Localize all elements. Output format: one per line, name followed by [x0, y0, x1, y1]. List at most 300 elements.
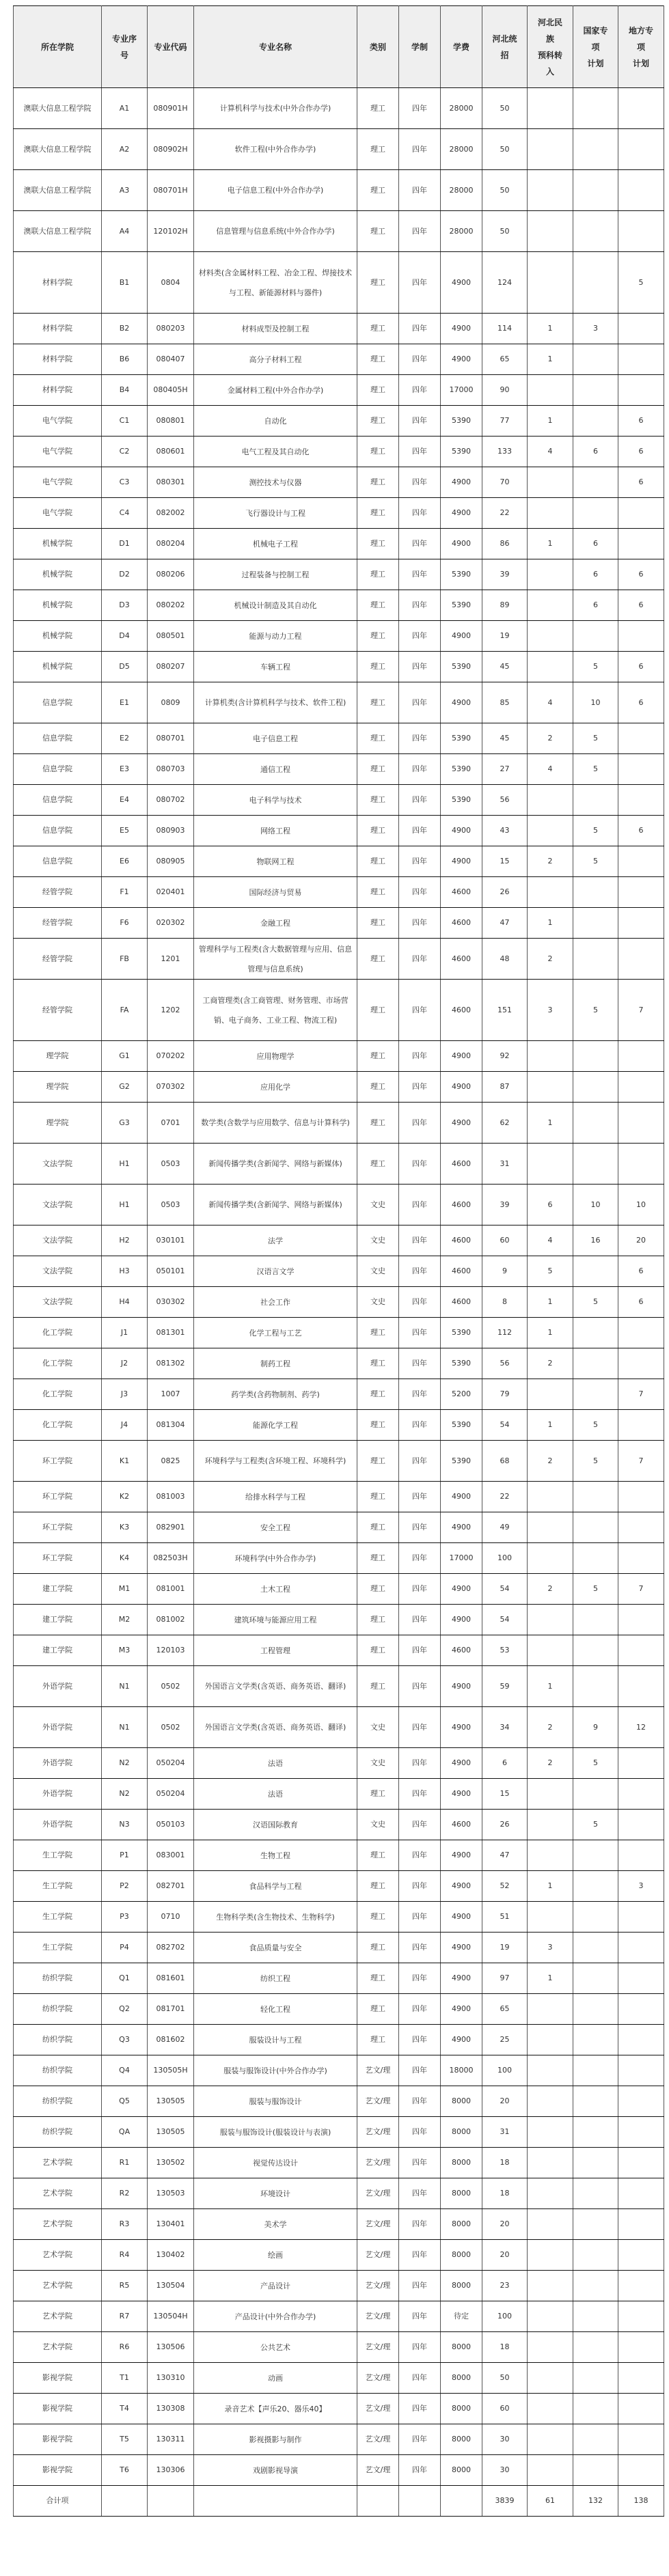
cell-hebei: 31: [482, 2117, 528, 2148]
total-cell-code: [148, 2486, 194, 2517]
cell-code: 130504: [148, 2271, 194, 2301]
cell-local: [618, 1963, 664, 1994]
cell-local: 6: [618, 816, 664, 846]
cell-national: 5: [573, 980, 618, 1041]
table-row: [14, 1072, 664, 1103]
cell-hebei: 45: [482, 723, 528, 754]
cell-minority: [528, 375, 573, 406]
cell-code: 080902H: [148, 129, 194, 170]
cell-local: [618, 170, 664, 211]
cell-hebei: 100: [482, 1543, 528, 1574]
cell-duration: 四年: [399, 529, 441, 559]
cell-national: [573, 785, 618, 816]
cell-category: 文史: [357, 1256, 399, 1287]
cell-college: 澳联大信息工程学院: [14, 170, 102, 211]
cell-national: 5: [573, 652, 618, 682]
cell-minority: [528, 1902, 573, 1933]
header-col-fee: [441, 6, 482, 88]
cell-fee: 5390: [441, 406, 482, 437]
cell-duration: 四年: [399, 1840, 441, 1871]
cell-local: [618, 846, 664, 877]
cell-minority: [528, 2025, 573, 2055]
cell-college: 文法学院: [14, 1287, 102, 1318]
header-label-line: 类别: [369, 42, 386, 52]
cell-national: [573, 2424, 618, 2455]
cell-minority: 2: [528, 1707, 573, 1748]
cell-duration: 四年: [399, 1441, 441, 1482]
total-cell-fee: [441, 2486, 482, 2517]
cell-name: 自动化: [194, 406, 357, 437]
cell-duration: 四年: [399, 2148, 441, 2178]
cell-seq: H3: [102, 1256, 148, 1287]
cell-national: [573, 1103, 618, 1144]
cell-code: 130502: [148, 2148, 194, 2178]
cell-name: 视觉传达设计: [194, 2148, 357, 2178]
cell-code: 083001: [148, 1840, 194, 1871]
cell-hebei: 39: [482, 559, 528, 590]
cell-duration: 四年: [399, 2271, 441, 2301]
cell-code: 081602: [148, 2025, 194, 2055]
cell-local: [618, 88, 664, 129]
table-row: [14, 1041, 664, 1072]
cell-hebei: 133: [482, 437, 528, 467]
cell-local: 5: [618, 252, 664, 314]
cell-college: 环工学院: [14, 1482, 102, 1512]
cell-category: 理工: [357, 1994, 399, 2025]
cell-seq: QA: [102, 2117, 148, 2148]
cell-hebei: 54: [482, 1410, 528, 1441]
cell-fee: 4900: [441, 1072, 482, 1103]
cell-minority: 2: [528, 723, 573, 754]
cell-category: 理工: [357, 1144, 399, 1185]
cell-seq: P2: [102, 1871, 148, 1902]
cell-fee: 5390: [441, 723, 482, 754]
cell-category: 理工: [357, 590, 399, 621]
cell-hebei: 54: [482, 1605, 528, 1635]
cell-seq: N2: [102, 1748, 148, 1779]
cell-hebei: 19: [482, 621, 528, 652]
cell-college: 化工学院: [14, 1348, 102, 1379]
cell-minority: [528, 467, 573, 498]
table-row: [14, 980, 664, 1041]
cell-code: 082002: [148, 498, 194, 529]
cell-minority: [528, 1144, 573, 1185]
cell-national: [573, 1994, 618, 2025]
cell-code: 130402: [148, 2240, 194, 2271]
cell-seq: F1: [102, 877, 148, 908]
cell-hebei: 62: [482, 1103, 528, 1144]
cell-duration: 四年: [399, 2332, 441, 2363]
cell-fee: 5390: [441, 785, 482, 816]
cell-minority: 2: [528, 1348, 573, 1379]
cell-code: 080405H: [148, 375, 194, 406]
cell-seq: B4: [102, 375, 148, 406]
cell-local: 7: [618, 980, 664, 1041]
cell-code: 080204: [148, 529, 194, 559]
cell-fee: 4600: [441, 939, 482, 980]
cell-hebei: 85: [482, 682, 528, 723]
table-row: [14, 2424, 664, 2455]
cell-minority: [528, 2455, 573, 2486]
cell-seq: Q2: [102, 1994, 148, 2025]
cell-name: 动画: [194, 2363, 357, 2394]
cell-duration: 四年: [399, 1103, 441, 1144]
cell-seq: D3: [102, 590, 148, 621]
cell-national: 5: [573, 723, 618, 754]
cell-national: [573, 2394, 618, 2424]
cell-college: 影视学院: [14, 2363, 102, 2394]
cell-local: [618, 1072, 664, 1103]
cell-fee: 5390: [441, 437, 482, 467]
cell-category: 理工: [357, 1963, 399, 1994]
cell-fee: 5390: [441, 1410, 482, 1441]
cell-seq: E1: [102, 682, 148, 723]
cell-minority: [528, 2424, 573, 2455]
cell-name: 应用物理学: [194, 1041, 357, 1072]
cell-hebei: 124: [482, 252, 528, 314]
cell-category: 理工: [357, 252, 399, 314]
cell-category: 艺文/理: [357, 2055, 399, 2086]
cell-category: 理工: [357, 1543, 399, 1574]
cell-local: [618, 2394, 664, 2424]
cell-local: [618, 2209, 664, 2240]
cell-name: 新闻传播学类(含新闻学、网络与新媒体): [194, 1144, 357, 1185]
cell-college: 澳联大信息工程学院: [14, 129, 102, 170]
cell-college: 信息学院: [14, 785, 102, 816]
cell-duration: 四年: [399, 908, 441, 939]
cell-national: 3: [573, 314, 618, 344]
cell-hebei: 18: [482, 2332, 528, 2363]
cell-seq: C4: [102, 498, 148, 529]
cell-hebei: 50: [482, 211, 528, 252]
table-row: [14, 1256, 664, 1287]
cell-seq: M3: [102, 1635, 148, 1666]
cell-local: 6: [618, 1256, 664, 1287]
cell-fee: 4900: [441, 682, 482, 723]
cell-code: 050101: [148, 1256, 194, 1287]
cell-duration: 四年: [399, 437, 441, 467]
cell-code: 120102H: [148, 211, 194, 252]
cell-minority: 2: [528, 1574, 573, 1605]
header-col-category: [357, 6, 399, 88]
cell-national: [573, 2363, 618, 2394]
cell-fee: 28000: [441, 129, 482, 170]
cell-category: 理工: [357, 170, 399, 211]
cell-category: 理工: [357, 621, 399, 652]
cell-fee: 4900: [441, 1994, 482, 2025]
cell-name: 车辆工程: [194, 652, 357, 682]
cell-college: 信息学院: [14, 682, 102, 723]
total-cell-name: [194, 2486, 357, 2517]
cell-national: [573, 406, 618, 437]
cell-minority: [528, 877, 573, 908]
cell-duration: 四年: [399, 170, 441, 211]
table-row: [14, 1779, 664, 1810]
cell-seq: K3: [102, 1512, 148, 1543]
cell-code: 080203: [148, 314, 194, 344]
cell-category: 理工: [357, 1410, 399, 1441]
cell-minority: [528, 1779, 573, 1810]
cell-minority: [528, 816, 573, 846]
cell-national: [573, 1635, 618, 1666]
cell-national: [573, 621, 618, 652]
cell-name: 服装与服饰设计: [194, 2086, 357, 2117]
cell-fee: 4900: [441, 1902, 482, 1933]
cell-fee: 4900: [441, 529, 482, 559]
cell-category: 理工: [357, 1482, 399, 1512]
cell-duration: 四年: [399, 682, 441, 723]
cell-hebei: 26: [482, 1810, 528, 1840]
cell-duration: 四年: [399, 375, 441, 406]
cell-fee: 4900: [441, 1512, 482, 1543]
cell-fee: 4900: [441, 1840, 482, 1871]
table-row: [14, 2332, 664, 2363]
total-cell-minority: 61: [528, 2486, 573, 2517]
cell-minority: 4: [528, 437, 573, 467]
cell-national: 5: [573, 1410, 618, 1441]
cell-local: [618, 2148, 664, 2178]
cell-national: [573, 344, 618, 375]
cell-hebei: 50: [482, 129, 528, 170]
cell-hebei: 48: [482, 939, 528, 980]
cell-national: 5: [573, 816, 618, 846]
cell-minority: [528, 498, 573, 529]
cell-national: [573, 2332, 618, 2363]
cell-minority: 1: [528, 1103, 573, 1144]
cell-fee: 28000: [441, 170, 482, 211]
cell-duration: 四年: [399, 2240, 441, 2271]
cell-duration: 四年: [399, 1810, 441, 1840]
cell-college: 建工学院: [14, 1605, 102, 1635]
cell-code: 080601: [148, 437, 194, 467]
cell-minority: [528, 1041, 573, 1072]
cell-fee: 4900: [441, 816, 482, 846]
cell-category: 理工: [357, 1574, 399, 1605]
total-cell-college: 合计项: [14, 2486, 102, 2517]
table-row: [14, 498, 664, 529]
table-row: [14, 2301, 664, 2332]
cell-college: 澳联大信息工程学院: [14, 88, 102, 129]
cell-local: [618, 1779, 664, 1810]
cell-name: 应用化学: [194, 1072, 357, 1103]
cell-national: [573, 498, 618, 529]
cell-name: 服装与服饰设计(中外合作办学): [194, 2055, 357, 2086]
cell-minority: 6: [528, 1185, 573, 1225]
cell-category: 理工: [357, 375, 399, 406]
table-row: [14, 529, 664, 559]
cell-hebei: 9: [482, 1256, 528, 1287]
cell-category: 理工: [357, 1318, 399, 1348]
cell-college: 环工学院: [14, 1543, 102, 1574]
cell-duration: 四年: [399, 1318, 441, 1348]
cell-fee: 28000: [441, 211, 482, 252]
cell-hebei: 50: [482, 2363, 528, 2394]
cell-duration: 四年: [399, 1348, 441, 1379]
cell-seq: FB: [102, 939, 148, 980]
cell-college: 经管学院: [14, 980, 102, 1041]
cell-national: [573, 375, 618, 406]
cell-college: 机械学院: [14, 621, 102, 652]
table-row: [14, 846, 664, 877]
cell-hebei: 59: [482, 1666, 528, 1707]
cell-local: [618, 1512, 664, 1543]
cell-minority: 1: [528, 908, 573, 939]
cell-college: 艺术学院: [14, 2148, 102, 2178]
cell-national: [573, 252, 618, 314]
cell-category: 理工: [357, 652, 399, 682]
cell-seq: R7: [102, 2301, 148, 2332]
cell-hebei: 50: [482, 170, 528, 211]
cell-duration: 四年: [399, 621, 441, 652]
cell-local: [618, 1041, 664, 1072]
cell-category: 艺文/理: [357, 2332, 399, 2363]
cell-duration: 四年: [399, 1635, 441, 1666]
cell-code: 0701: [148, 1103, 194, 1144]
cell-code: 0502: [148, 1666, 194, 1707]
cell-local: [618, 2055, 664, 2086]
cell-college: 外语学院: [14, 1810, 102, 1840]
cell-college: 电气学院: [14, 406, 102, 437]
cell-hebei: 26: [482, 877, 528, 908]
cell-local: 10: [618, 1185, 664, 1225]
cell-category: 理工: [357, 908, 399, 939]
cell-seq: J3: [102, 1379, 148, 1410]
cell-fee: 4600: [441, 1225, 482, 1256]
cell-seq: T5: [102, 2424, 148, 2455]
cell-minority: [528, 2055, 573, 2086]
cell-duration: 四年: [399, 1963, 441, 1994]
cell-seq: R3: [102, 2209, 148, 2240]
cell-college: 艺术学院: [14, 2332, 102, 2363]
cell-code: 1202: [148, 980, 194, 1041]
cell-fee: 8000: [441, 2240, 482, 2271]
cell-college: 材料学院: [14, 375, 102, 406]
header-label-line: 入: [545, 66, 554, 77]
cell-duration: 四年: [399, 1185, 441, 1225]
cell-seq: E2: [102, 723, 148, 754]
cell-minority: [528, 590, 573, 621]
cell-duration: 四年: [399, 252, 441, 314]
header-label-line: 项: [636, 42, 645, 52]
cell-duration: 四年: [399, 2394, 441, 2424]
cell-college: 化工学院: [14, 1379, 102, 1410]
cell-duration: 四年: [399, 2117, 441, 2148]
cell-college: 经管学院: [14, 939, 102, 980]
cell-fee: 4600: [441, 1287, 482, 1318]
header-label-line: 专业代码: [154, 42, 187, 52]
cell-duration: 四年: [399, 2025, 441, 2055]
cell-seq: A3: [102, 170, 148, 211]
table-row: [14, 129, 664, 170]
table-row: [14, 1103, 664, 1144]
cell-hebei: 60: [482, 2394, 528, 2424]
cell-category: 理工: [357, 437, 399, 467]
cell-name: 建筑环境与能源应用工程: [194, 1605, 357, 1635]
cell-name: 金融工程: [194, 908, 357, 939]
cell-duration: 四年: [399, 1287, 441, 1318]
cell-local: [618, 785, 664, 816]
header-label-line: 号: [120, 50, 128, 60]
cell-hebei: 31: [482, 1144, 528, 1185]
cell-minority: [528, 2086, 573, 2117]
cell-hebei: 92: [482, 1041, 528, 1072]
cell-hebei: 60: [482, 1225, 528, 1256]
cell-hebei: 20: [482, 2240, 528, 2271]
cell-category: 艺文/理: [357, 2086, 399, 2117]
table-row: [14, 1810, 664, 1840]
cell-name: 能源与动力工程: [194, 621, 357, 652]
cell-national: [573, 1256, 618, 1287]
cell-fee: 4900: [441, 1779, 482, 1810]
cell-local: 6: [618, 406, 664, 437]
cell-name: 汉语言文学: [194, 1256, 357, 1287]
cell-code: 081302: [148, 1348, 194, 1379]
cell-category: 理工: [357, 1666, 399, 1707]
cell-minority: 1: [528, 1287, 573, 1318]
cell-college: 艺术学院: [14, 2209, 102, 2240]
cell-category: 理工: [357, 1348, 399, 1379]
cell-college: 化工学院: [14, 1410, 102, 1441]
cell-national: [573, 2086, 618, 2117]
cell-fee: 4900: [441, 1574, 482, 1605]
cell-code: 080407: [148, 344, 194, 375]
cell-national: 5: [573, 754, 618, 785]
cell-duration: 四年: [399, 559, 441, 590]
cell-fee: 4900: [441, 2025, 482, 2055]
cell-minority: 1: [528, 529, 573, 559]
cell-hebei: 15: [482, 846, 528, 877]
cell-college: 信息学院: [14, 846, 102, 877]
cell-duration: 四年: [399, 980, 441, 1041]
cell-minority: [528, 559, 573, 590]
cell-hebei: 22: [482, 1482, 528, 1512]
cell-code: 081002: [148, 1605, 194, 1635]
cell-fee: 4600: [441, 877, 482, 908]
cell-local: [618, 908, 664, 939]
header-label-line: 河北民: [537, 17, 562, 27]
cell-duration: 四年: [399, 2209, 441, 2240]
cell-hebei: 20: [482, 2086, 528, 2117]
cell-seq: C3: [102, 467, 148, 498]
cell-college: 纺织学院: [14, 2117, 102, 2148]
cell-national: 6: [573, 590, 618, 621]
cell-fee: 17000: [441, 1543, 482, 1574]
cell-college: 文法学院: [14, 1185, 102, 1225]
cell-fee: 4900: [441, 1963, 482, 1994]
cell-national: [573, 2240, 618, 2271]
cell-college: 文法学院: [14, 1225, 102, 1256]
cell-category: 艺文/理: [357, 2394, 399, 2424]
table-row: [14, 1605, 664, 1635]
cell-seq: N3: [102, 1810, 148, 1840]
cell-category: 理工: [357, 88, 399, 129]
cell-category: 理工: [357, 785, 399, 816]
cell-fee: 4900: [441, 314, 482, 344]
table-row: [14, 211, 664, 252]
table-row: [14, 1441, 664, 1482]
cell-college: 建工学院: [14, 1635, 102, 1666]
cell-minority: [528, 1482, 573, 1512]
cell-duration: 四年: [399, 1748, 441, 1779]
cell-fee: 4600: [441, 1144, 482, 1185]
table-row: [14, 1666, 664, 1707]
cell-hebei: 50: [482, 88, 528, 129]
cell-code: 0804: [148, 252, 194, 314]
cell-name: 材料类(含金属材料工程、冶金工程、焊接技术与工程、新能源材料与器件): [194, 252, 357, 314]
table-row: [14, 2055, 664, 2086]
cell-category: 理工: [357, 846, 399, 877]
cell-college: 艺术学院: [14, 2301, 102, 2332]
